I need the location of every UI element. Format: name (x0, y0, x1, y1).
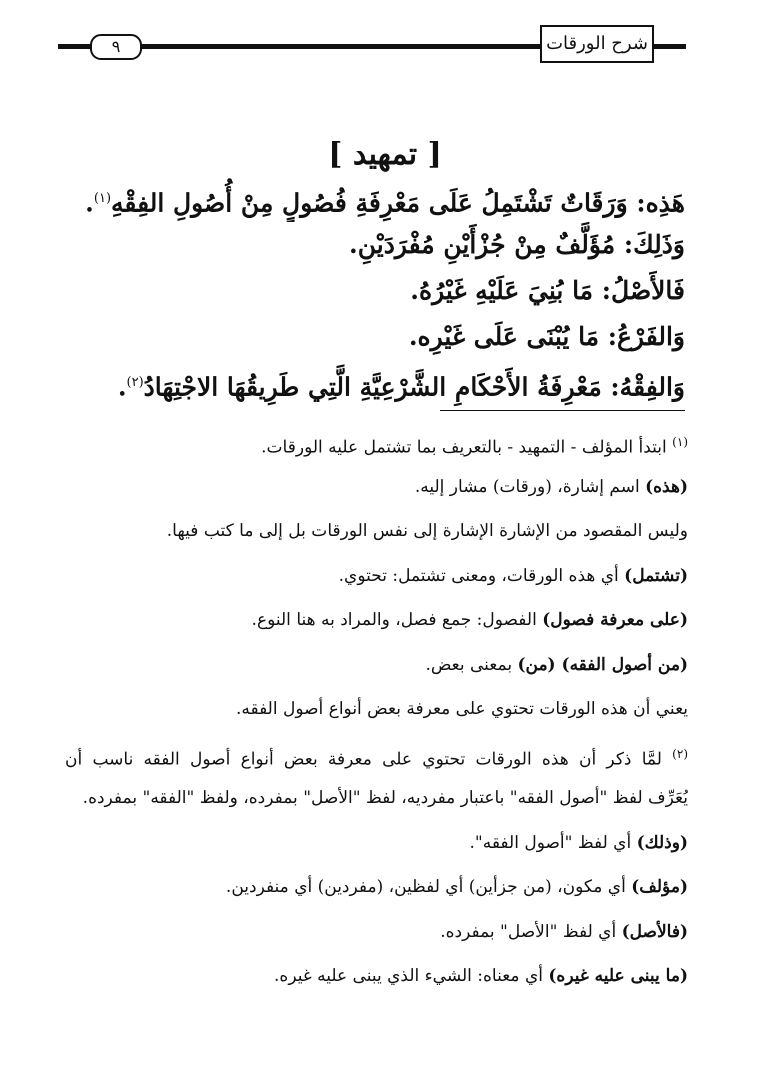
footnote-term: (فالأصل) (621, 921, 688, 942)
footnote-marker: (٢) (672, 746, 688, 761)
footnote-line (65, 420, 688, 465)
running-title: شرح الورقات (540, 25, 654, 63)
footnote-text: أي معناه: الشيء الذي يبنى عليه غيره. (274, 966, 549, 986)
main-text (70, 176, 685, 406)
main-line (70, 176, 685, 222)
footnote-text: الفصول: جمع فصل، والمراد به هنا النوع. (251, 610, 543, 630)
footnote-text: يُعَرِّف لفظ "أصول الفقه" باعتبار مفرديه، لفظ "الأصل" بمفرده، ولفظ "الفقه" بمفرده. (82, 788, 688, 808)
footnote-ref: (٢) (126, 375, 144, 390)
main-line-text: وَذَلِكَ: مُؤَلَّفٌ مِنْ جُزْأَيْنِ مُفْرَدَيْنِ. (349, 230, 685, 259)
main-line (70, 268, 685, 314)
footnote-text: أي هذه الورقات، ومعنى تشتمل: تحتوي. (338, 565, 625, 586)
footnote-text: ابتدأ المؤلف - التمهيد - بالتعريف بما تشتمل عليه الورقات. (261, 437, 673, 458)
footnote-text: أي لفظ "أصول الفقه". (469, 832, 637, 853)
footnote-line (65, 821, 688, 866)
main-line (70, 222, 685, 268)
footnote-term: (تشتمل) (624, 565, 688, 586)
footnote-line (65, 465, 688, 510)
footnote-text: اسم إشارة، (ورقات) مشار إليه. (414, 476, 646, 497)
footnote-term: (من أصول الفقه) (من) (517, 654, 688, 675)
footnote-line (65, 865, 688, 910)
main-line-text: هَذِه: وَرَقَاتٌ تَشْتَمِلُ عَلَى مَعْرِفَةِ فُصُولٍ مِنْ أُصُولِ الفِقْهِ (111, 188, 685, 218)
footnote-ref: (١) (93, 191, 112, 206)
footnote-line (65, 776, 688, 821)
footnote-term: (وذلك) (636, 832, 688, 853)
footnote-text: أي لفظ "الأصل" بمفرده. (440, 921, 622, 942)
footnote-term: (مؤلف) (631, 877, 688, 897)
main-line-tail: . (85, 188, 94, 218)
footnote-term: (على معرفة فصول) (542, 610, 688, 630)
footnote-line (65, 687, 688, 732)
main-line (70, 360, 685, 406)
page-number: ٩ (90, 34, 142, 60)
footnote-line (65, 554, 688, 599)
main-line-text: وَالفَرْعُ: مَا يُبْنَى عَلَى غَيْرِه. (408, 322, 685, 351)
main-line-text: وَالفِقْهُ: مَعْرِفَةُ الأَحْكَامِ الشَّرْعِيَّةِ الَّتِي طَرِيقُهَا الاجْتِهَادُ (143, 372, 685, 402)
footnote-term: (هذه) (645, 476, 688, 497)
main-line-tail: . (117, 372, 127, 402)
footnote-divider (440, 410, 685, 411)
footnote-text: بمعنى بعض. (425, 654, 518, 675)
main-line (70, 314, 685, 360)
footnote-line (65, 910, 688, 955)
footnote-line (65, 732, 688, 777)
footnote-text: لمَّا ذكر أن هذه الورقات تحتوي على معرفة بعض أنواع أصول الفقه ناسب أن (65, 749, 673, 770)
footnote-line (65, 598, 688, 643)
section-heading: [ تمهيد ] (328, 137, 442, 172)
page-header (0, 0, 758, 70)
footnote-line (65, 643, 688, 688)
footnote-text: أي مكون، (من جزأين) أي لفظين، (مفردين) أي منفردين. (225, 877, 632, 897)
footnote-line (65, 954, 688, 999)
footnote-marker: (١) (672, 435, 688, 449)
footnote-line (65, 509, 688, 554)
footnote-text: يعني أن هذه الورقات تحتوي على معرفة بعض أنواع أصول الفقه. (235, 699, 688, 719)
footnote-text: وليس المقصود من الإشارة الإشارة إلى نفس الورقات بل إلى ما كتب فيها. (166, 521, 688, 541)
footnote-term: (ما يبنى عليه غيره) (548, 966, 688, 986)
footnotes (65, 420, 688, 999)
main-line-text: فَالأَصْلُ: مَا بُنِيَ عَلَيْهِ غَيْرُهُ. (410, 276, 685, 305)
